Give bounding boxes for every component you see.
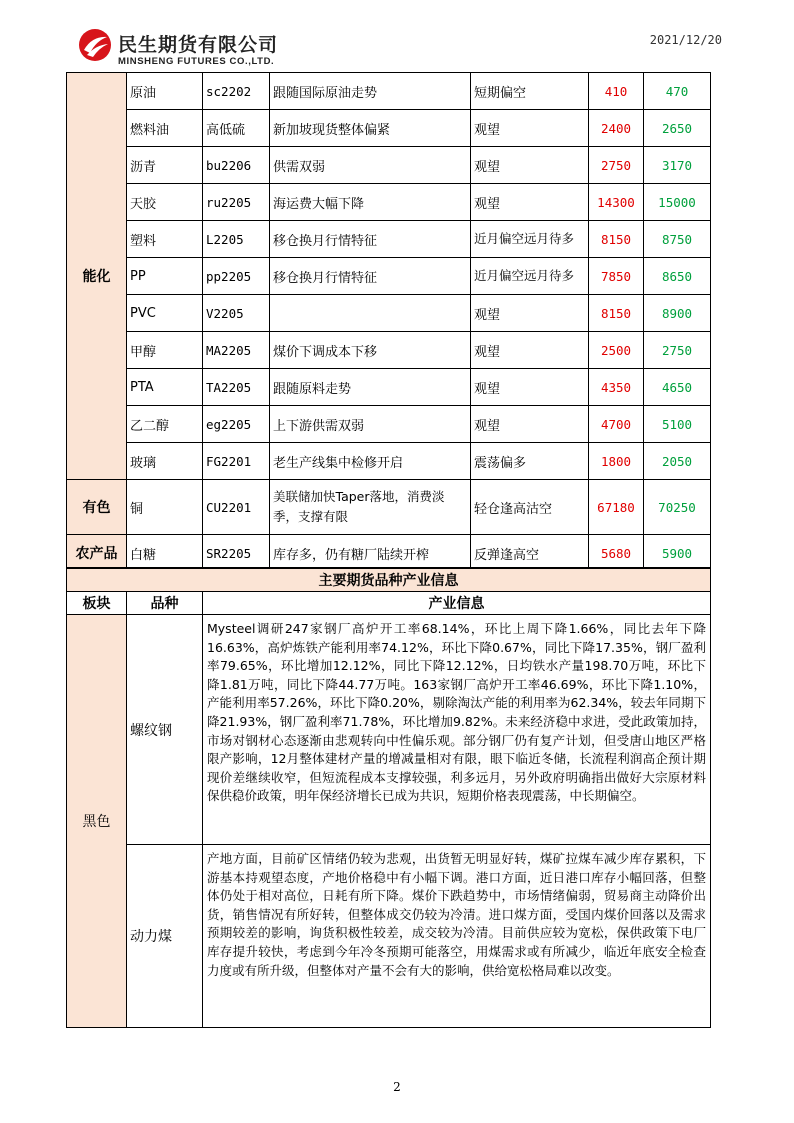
view-text: 观望 (471, 295, 589, 332)
variety-name: 塑料 (127, 221, 203, 258)
support-price: 2750 (589, 147, 644, 184)
logic-text: 煤价下调成本下移 (270, 332, 471, 369)
variety-name: 铜 (127, 480, 203, 535)
view-text: 短期偏空 (471, 73, 589, 110)
resistance-price: 70250 (644, 480, 711, 535)
contract-code: 高低硫 (203, 110, 270, 147)
contract-code: eg2205 (203, 406, 270, 443)
support-price: 2500 (589, 332, 644, 369)
column-header-sector: 板块 (67, 592, 127, 615)
company-name-cn: 民生期货有限公司 (118, 34, 279, 56)
resistance-price: 5900 (644, 535, 711, 572)
resistance-price: 8750 (644, 221, 711, 258)
table-row (67, 258, 711, 295)
resistance-price: 2750 (644, 332, 711, 369)
column-header-variety: 品种 (127, 592, 203, 615)
table-row (67, 73, 711, 110)
variety-name: 动力煤 (127, 845, 203, 1028)
resistance-price: 4650 (644, 369, 711, 406)
header-row (67, 592, 711, 615)
section-title: 主要期货品种产业信息 (67, 568, 711, 592)
variety-name: 白糖 (127, 535, 203, 572)
table-row (67, 295, 711, 332)
support-price: 8150 (589, 221, 644, 258)
view-text: 反弹逢高空 (471, 535, 589, 572)
table-row (67, 535, 711, 572)
view-text: 观望 (471, 147, 589, 184)
table-row (67, 332, 711, 369)
table-row (67, 480, 711, 535)
resistance-price: 8650 (644, 258, 711, 295)
industry-info-table (66, 567, 711, 1028)
logic-text: 移仓换月行情特征 (270, 221, 471, 258)
contract-code: FG2201 (203, 443, 270, 480)
variety-name: 沥青 (127, 147, 203, 184)
support-price: 14300 (589, 184, 644, 221)
contract-code: TA2205 (203, 369, 270, 406)
resistance-price: 15000 (644, 184, 711, 221)
variety-name: 原油 (127, 73, 203, 110)
resistance-price: 2650 (644, 110, 711, 147)
table-row (67, 369, 711, 406)
variety-name: PTA (127, 369, 203, 406)
contract-code: sc2202 (203, 73, 270, 110)
resistance-price: 2050 (644, 443, 711, 480)
support-price: 4700 (589, 406, 644, 443)
table-row (67, 184, 711, 221)
page-number: 2 (393, 1080, 401, 1094)
view-text: 观望 (471, 406, 589, 443)
resistance-price: 470 (644, 73, 711, 110)
contract-code: SR2205 (203, 535, 270, 572)
variety-name: 玻璃 (127, 443, 203, 480)
view-text: 观望 (471, 184, 589, 221)
industry-info-text: 产地方面，目前矿区情绪仍较为悲观，出货暂无明显好转，煤矿拉煤车减少库存累积，下游基本持观望态度，产地价格稳中有小幅下调。港口方面，近日港口库存小幅回落，但整体仍处于相对高位，日耗有所下降。煤价下跌趋势中，市场情绪偏弱，贸易商主动降价出货，销售情况有所好转，但整体成交仍较为冷清。进口煤方面，受国内煤价回落以及需求预期较差的影响，询货积极性较差，成交较为冷清。目前供应较为宽松，保供政策下电厂库存提升较快，考虑到今年冷冬预期可能落空，用煤需求或有所减少，临近年底安全检查力度或有所升级，但整体对产量不会有大的影响，供给宽松格局难以改变。 (203, 845, 711, 1028)
view-text: 近月偏空远月待多 (471, 258, 589, 295)
resistance-price: 3170 (644, 147, 711, 184)
contract-code: V2205 (203, 295, 270, 332)
contract-code: L2205 (203, 221, 270, 258)
table-row (67, 615, 711, 845)
contract-code: bu2206 (203, 147, 270, 184)
support-price: 4350 (589, 369, 644, 406)
logic-text: 老生产线集中检修开启 (270, 443, 471, 480)
view-text: 震荡偏多 (471, 443, 589, 480)
page-header (78, 26, 728, 74)
table-row (67, 221, 711, 258)
support-price: 1800 (589, 443, 644, 480)
logic-text: 跟随原料走势 (270, 369, 471, 406)
sector-label: 有色 (67, 480, 127, 535)
report-date: 2021/12/20 (649, 33, 722, 47)
contract-code: CU2201 (203, 480, 270, 535)
strategy-table (66, 72, 711, 572)
view-text: 观望 (471, 110, 589, 147)
logic-text: 移仓换月行情特征 (270, 258, 471, 295)
company-name-en: MINSHENG FUTURES CO.,LTD. (118, 56, 275, 67)
variety-name: 燃料油 (127, 110, 203, 147)
table-row (67, 406, 711, 443)
support-price: 67180 (589, 480, 644, 535)
logic-text: 上下游供需双弱 (270, 406, 471, 443)
support-price: 8150 (589, 295, 644, 332)
resistance-price: 5100 (644, 406, 711, 443)
variety-name: 螺纹钢 (127, 615, 203, 845)
logic-text: 跟随国际原油走势 (270, 73, 471, 110)
sector-label: 农产品 (67, 535, 127, 572)
support-price: 5680 (589, 535, 644, 572)
sector-label: 黑色 (67, 615, 127, 1028)
logic-text (270, 295, 471, 332)
table-row (67, 110, 711, 147)
column-header-info: 产业信息 (203, 592, 711, 615)
variety-name: 天胶 (127, 184, 203, 221)
industry-info-text: Mysteel调研247家钢厂高炉开工率68.14%，环比上周下降1.66%，同比去年下降16.63%，高炉炼铁产能利用率74.12%，环比下降0.67%，同比下降17.35%，钢厂盈利率79.65%，环比增加12.12%，同比下降12.12%，日均铁水产量198.70万吨，环比下降1.81万吨，同比下降44.77万吨。163家钢厂高炉开工率46.69%，环比下降1.10%，产能利用率57.26%，环比下降0.20%，剔除淘汰产能的利用率为62.34%，较去年同期下降21.93%，钢厂盈利率71.78%，环比增加9.82%。未来经济稳中求进，受此政策加持，市场对钢材心态逐渐由悲观转向中性偏乐观。部分钢厂仍有复产计划，但受唐山地区严格限产影响，12月整体建材产量的增减量相对有限，眼下临近冬储，长流程利润高企预计期现价差继续收窄，但短流程成本支撑较强，利多远月，另外政府明确指出做好大宗原材料保供稳价政策，明年保经济增长已成为共识，短期价格表现震荡，中长期偏空。 (203, 615, 711, 845)
sector-label: 能化 (67, 73, 127, 480)
support-price: 410 (589, 73, 644, 110)
logic-text: 美联储加快Taper落地，消费淡季，支撑有限 (270, 480, 471, 535)
table-row (67, 443, 711, 480)
table-row (67, 845, 711, 1028)
table-row (67, 147, 711, 184)
minsheng-logo-icon (78, 28, 112, 62)
view-text: 观望 (471, 332, 589, 369)
variety-name: 甲醇 (127, 332, 203, 369)
contract-code: MA2205 (203, 332, 270, 369)
view-text: 近月偏空远月待多 (471, 221, 589, 258)
contract-code: pp2205 (203, 258, 270, 295)
variety-name: PVC (127, 295, 203, 332)
view-text: 轻仓逢高沽空 (471, 480, 589, 535)
variety-name: 乙二醇 (127, 406, 203, 443)
support-price: 7850 (589, 258, 644, 295)
logic-text: 供需双弱 (270, 147, 471, 184)
view-text: 观望 (471, 369, 589, 406)
section-title-row (67, 568, 711, 592)
support-price: 2400 (589, 110, 644, 147)
resistance-price: 8900 (644, 295, 711, 332)
logic-text: 库存多，仍有糖厂陆续开榨 (270, 535, 471, 572)
contract-code: ru2205 (203, 184, 270, 221)
variety-name: PP (127, 258, 203, 295)
logic-text: 海运费大幅下降 (270, 184, 471, 221)
logic-text: 新加坡现货整体偏紧 (270, 110, 471, 147)
